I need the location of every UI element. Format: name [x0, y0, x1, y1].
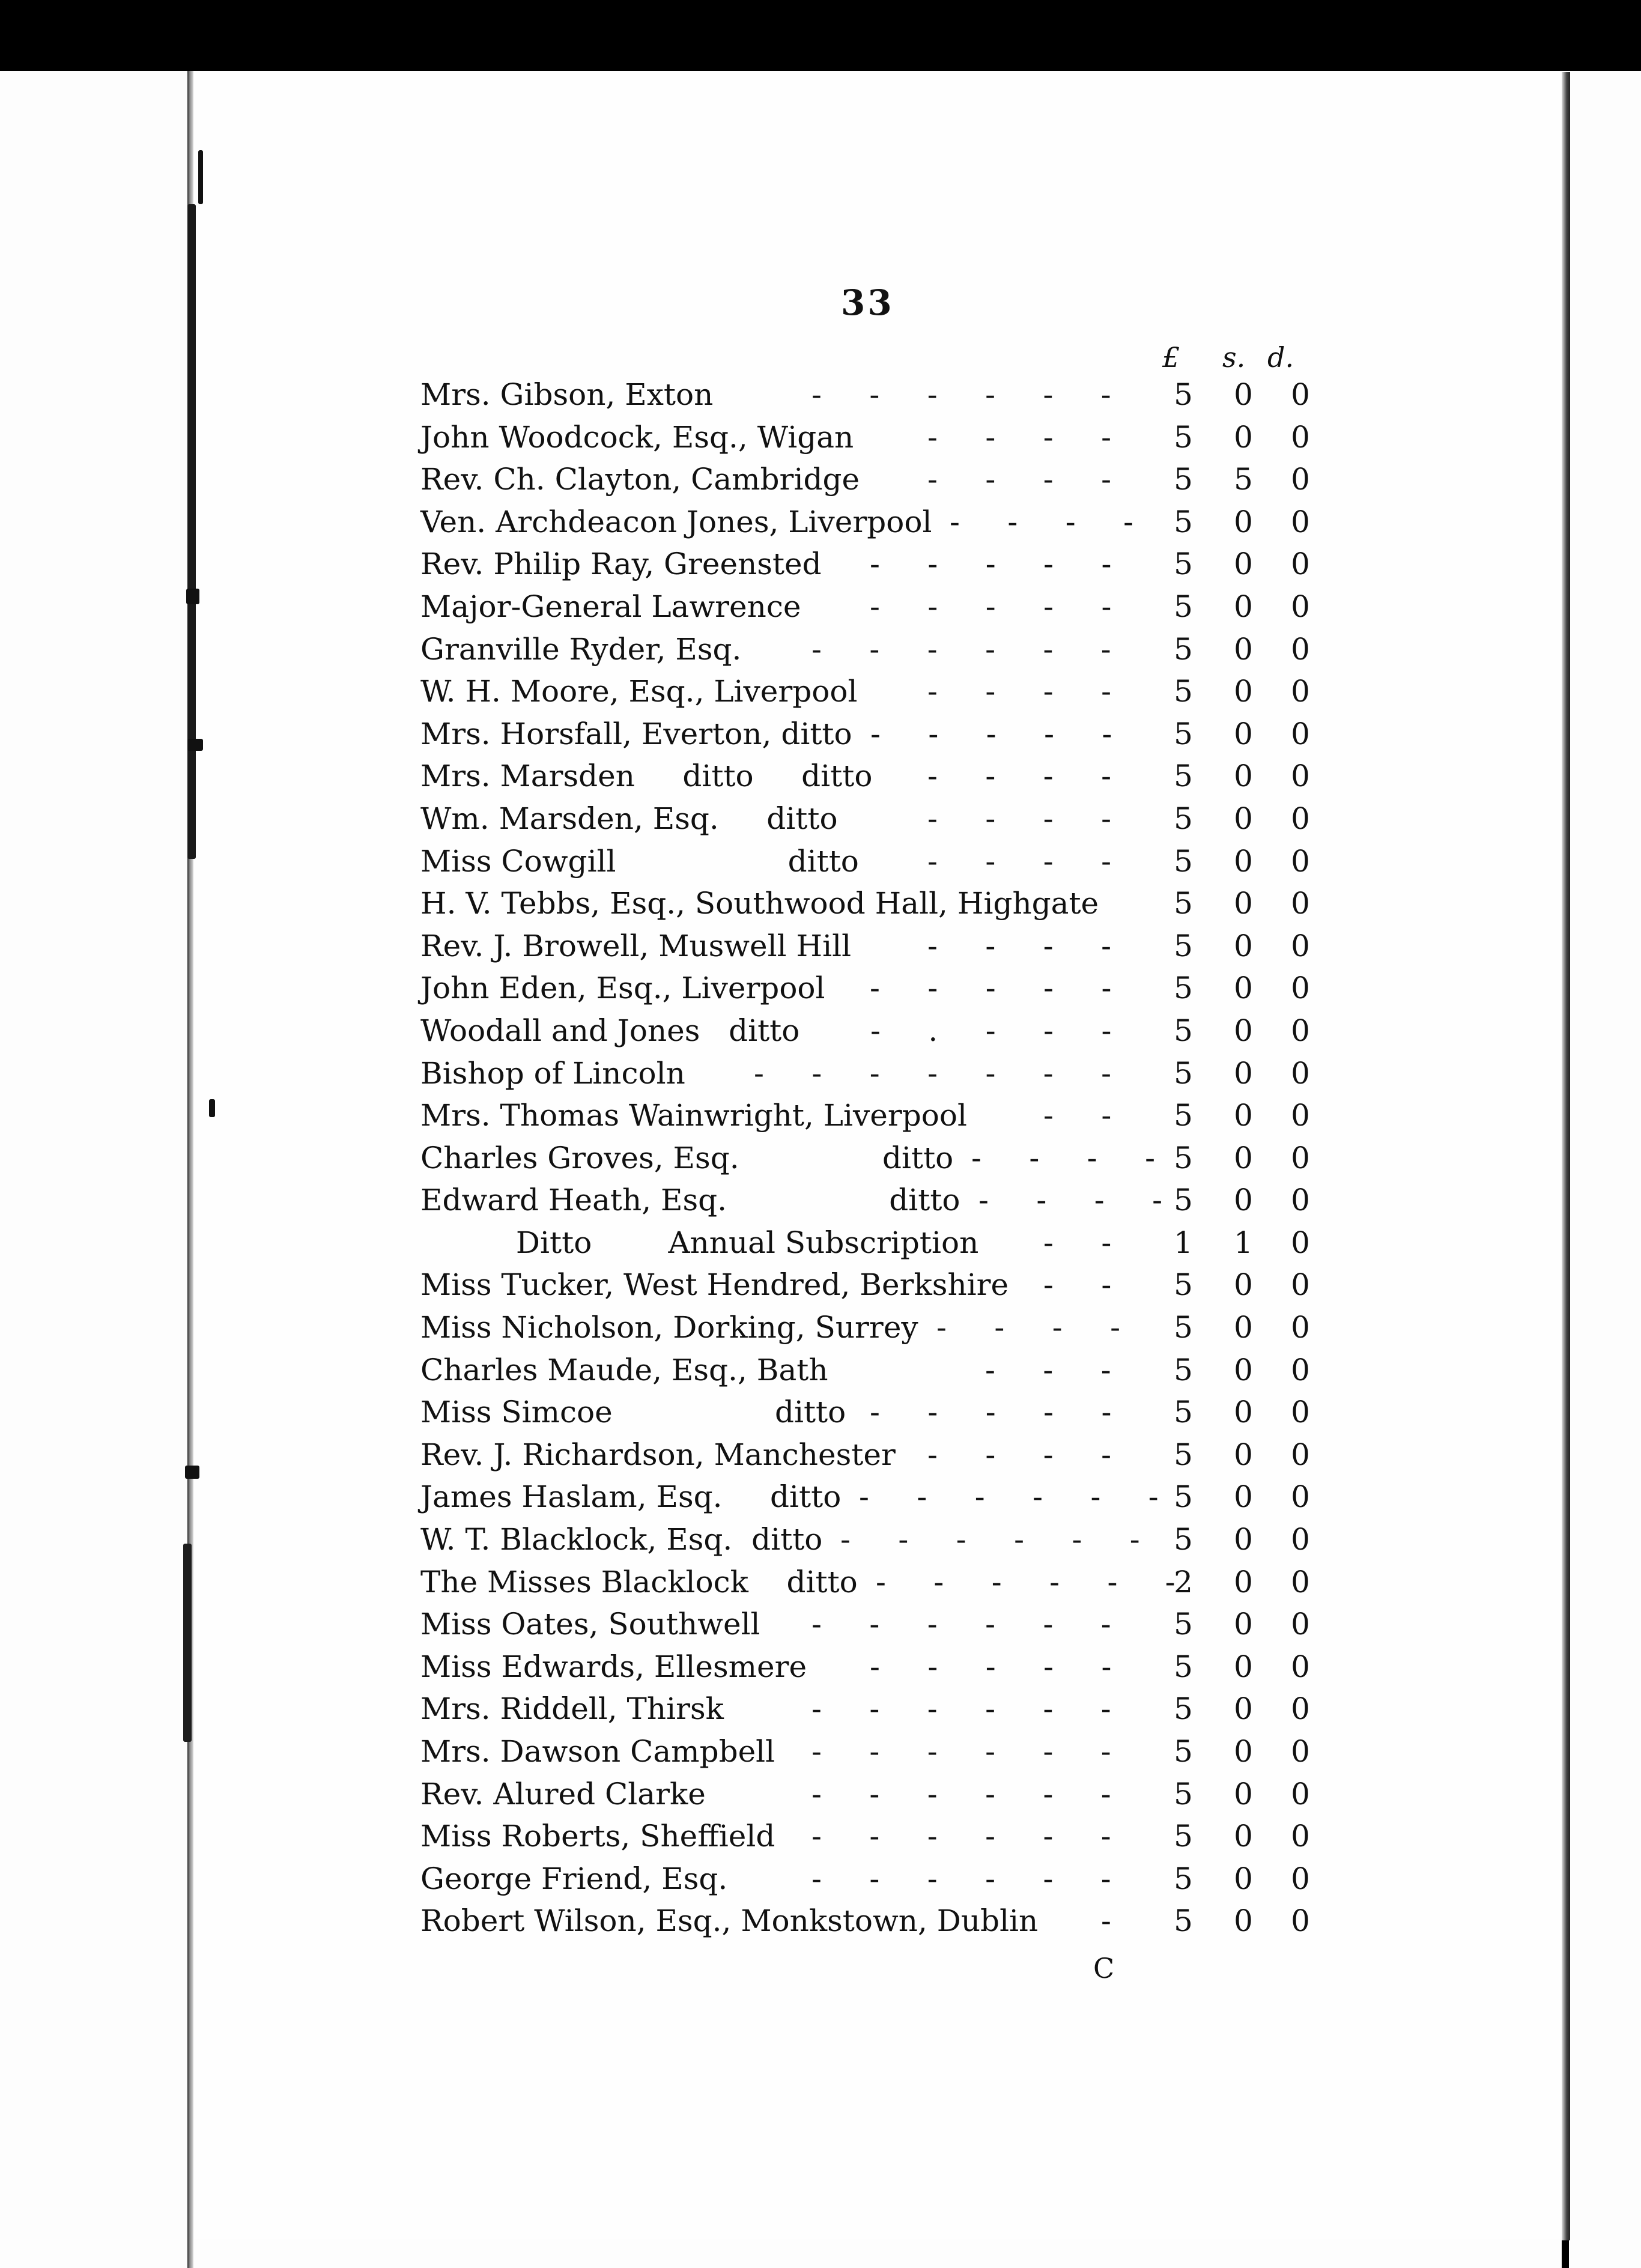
leader-dashes: - - - - -	[870, 547, 1112, 582]
subscriber-name: Edward Heath, Esq. ditto	[420, 1183, 960, 1218]
amount-pounds: 5	[1174, 1267, 1193, 1303]
subscriber-name: Rev. J. Richardson, Manchester	[420, 1437, 896, 1472]
amount-shillings: 0	[1234, 1861, 1253, 1896]
subscriber-row	[420, 1518, 1357, 1561]
leader-dashes: - - - -	[927, 801, 1111, 836]
amount-pence: 0	[1291, 716, 1310, 751]
subscriber-name: Woodall and Jones ditto	[420, 1013, 800, 1048]
leader-dashes: - - - - -	[870, 589, 1112, 624]
subscriber-row	[420, 628, 1357, 671]
subscriber-name: The Misses Blacklock ditto	[420, 1564, 858, 1599]
amount-pounds: 5	[1174, 1310, 1193, 1345]
amount-pence: 0	[1291, 1607, 1310, 1642]
amount-pounds: 5	[1174, 504, 1193, 539]
amount-pence: 0	[1291, 1564, 1310, 1599]
subscriber-name: James Haslam, Esq. ditto	[420, 1479, 842, 1515]
leader-dashes: - - - - - -	[811, 1819, 1111, 1854]
subscriber-row	[420, 755, 1357, 798]
amount-pounds: 5	[1174, 1607, 1193, 1642]
amount-shillings: 0	[1234, 1267, 1253, 1303]
subscriber-name: Rev. Philip Ray, Greensted	[420, 547, 822, 582]
amount-pounds: 5	[1174, 1649, 1193, 1684]
amount-pence: 0	[1291, 801, 1310, 836]
amount-shillings: 0	[1234, 1310, 1253, 1345]
amount-pounds: 5	[1174, 716, 1193, 751]
subscriber-name: Miss Edwards, Ellesmere	[420, 1649, 807, 1684]
amount-pounds: 5	[1174, 1013, 1193, 1048]
page-right-shadow	[1562, 72, 1570, 2240]
subscriber-name: Mrs. Thomas Wainwright, Liverpool	[420, 1098, 967, 1133]
amount-pounds: 5	[1174, 631, 1193, 667]
leader-dashes: - - - - - -	[811, 631, 1111, 667]
amount-pence: 0	[1291, 462, 1310, 497]
amount-shillings: 0	[1234, 1776, 1253, 1812]
amount-pence: 0	[1291, 1437, 1310, 1472]
subscriber-row	[420, 882, 1357, 925]
amount-pence: 0	[1291, 1734, 1310, 1769]
amount-shillings: 0	[1234, 1098, 1253, 1133]
amount-shillings: 0	[1234, 377, 1253, 412]
leader-dashes: - - - - - -	[811, 1607, 1111, 1642]
subscriber-row	[420, 1688, 1357, 1730]
leader-dashes: - - - - -	[870, 716, 1112, 751]
amount-pounds: 5	[1174, 1055, 1193, 1091]
subscriber-name: Miss Nicholson, Dorking, Surrey	[420, 1310, 918, 1345]
binding-mark	[187, 204, 196, 859]
subscriber-row	[420, 374, 1357, 416]
subscriber-row	[420, 1222, 1357, 1264]
amount-pounds: 5	[1174, 1734, 1193, 1769]
amount-pence: 0	[1291, 589, 1310, 624]
amount-shillings: 0	[1234, 928, 1253, 963]
leader-dashes: - - - -	[927, 462, 1111, 497]
leader-dashes: - - - -	[927, 674, 1111, 709]
subscriber-row	[420, 1391, 1357, 1434]
subscriber-name: H. V. Tebbs, Esq., Southwood Hall, Highgate	[420, 886, 1099, 921]
leader-dashes: - - - - - -	[811, 1691, 1111, 1727]
amount-pounds: 5	[1174, 1183, 1193, 1218]
amount-pence: 0	[1291, 886, 1310, 921]
leader-dashes: - - - - - - -	[754, 1055, 1112, 1091]
binding-mark	[186, 589, 199, 604]
subscriber-name: Miss Simcoe ditto	[420, 1395, 846, 1430]
subscriber-name: Charles Maude, Esq., Bath	[420, 1352, 828, 1387]
amount-pence: 0	[1291, 1267, 1310, 1303]
amount-pounds: 5	[1174, 928, 1193, 963]
amount-pounds: 5	[1174, 462, 1193, 497]
subscriber-row	[420, 1773, 1357, 1816]
amount-pence: 0	[1291, 1098, 1310, 1133]
subscriber-row	[420, 501, 1357, 544]
subscriber-name: Ven. Archdeacon Jones, Liverpool	[420, 504, 932, 539]
amount-pence: 0	[1291, 928, 1310, 963]
amount-pounds: 5	[1174, 1479, 1193, 1515]
subscriber-row	[420, 1094, 1357, 1137]
amount-pounds: 5	[1174, 801, 1193, 836]
amount-pence: 0	[1291, 1649, 1310, 1684]
subscriber-row	[420, 798, 1357, 840]
amount-shillings: 0	[1234, 759, 1253, 794]
leader-dashes: - - - -	[927, 928, 1111, 963]
subscriber-name: Miss Cowgill ditto	[420, 843, 859, 879]
subscriber-name: Rev. J. Browell, Muswell Hill	[420, 928, 852, 963]
subscriber-row	[420, 1306, 1357, 1349]
amount-shillings: 0	[1234, 631, 1253, 667]
amount-shillings: 0	[1234, 1055, 1253, 1091]
amount-shillings: 0	[1234, 1522, 1253, 1557]
amount-pence: 0	[1291, 1055, 1310, 1091]
amount-pounds: 5	[1174, 1691, 1193, 1727]
subscriber-row	[420, 1646, 1357, 1688]
leader-dashes: -	[1101, 1903, 1111, 1939]
amount-shillings: 0	[1234, 1437, 1253, 1472]
amount-pence: 0	[1291, 419, 1310, 455]
subscriber-name: Mrs. Marsden ditto ditto	[420, 759, 873, 794]
amount-pounds: 5	[1174, 1352, 1193, 1387]
amount-pounds: 5	[1174, 843, 1193, 879]
amount-pence: 0	[1291, 1861, 1310, 1896]
subscriber-row	[420, 1264, 1357, 1306]
subscriber-name: Mrs. Riddell, Thirsk	[420, 1691, 724, 1727]
amount-shillings: 0	[1234, 419, 1253, 455]
subscriber-name: Mrs. Gibson, Exton	[420, 377, 714, 412]
leader-dashes: - - -	[985, 1352, 1111, 1387]
subscriber-name: Ditto Annual Subscription	[420, 1225, 979, 1260]
amount-pounds: 5	[1174, 674, 1193, 709]
subscriber-name: Charles Groves, Esq. ditto	[420, 1140, 954, 1175]
subscriber-name: W. T. Blacklock, Esq. ditto	[420, 1522, 823, 1557]
subscriber-row	[420, 416, 1357, 459]
leader-dashes: - - - - -	[870, 1649, 1112, 1684]
amount-pence: 0	[1291, 1352, 1310, 1387]
amount-pence: 0	[1291, 1479, 1310, 1515]
subscriber-name: W. H. Moore, Esq., Liverpool	[420, 674, 858, 709]
amount-pence: 0	[1291, 1522, 1310, 1557]
leader-dashes: - - - - - -	[811, 1734, 1111, 1769]
amount-shillings: 0	[1234, 589, 1253, 624]
subscriber-name: John Eden, Esq., Liverpool	[420, 971, 825, 1006]
amount-pence: 0	[1291, 1183, 1310, 1218]
subscriber-name: Granville Ryder, Esq.	[420, 631, 742, 667]
amount-shillings: 0	[1234, 801, 1253, 836]
amount-pounds: 5	[1174, 1903, 1193, 1939]
amount-shillings: 0	[1234, 1183, 1253, 1218]
subscriber-row	[420, 1010, 1357, 1052]
leader-dashes: - -	[1043, 1267, 1112, 1303]
leader-dashes: - - - - - -	[811, 1861, 1111, 1896]
leader-dashes: - . - - -	[870, 1013, 1112, 1048]
amount-shillings: 0	[1234, 1395, 1253, 1430]
subscriber-row	[420, 586, 1357, 628]
amount-pence: 0	[1291, 1013, 1310, 1048]
amount-shillings: 0	[1234, 1649, 1253, 1684]
amount-pence: 0	[1291, 504, 1310, 539]
amount-pounds: 5	[1174, 1776, 1193, 1812]
amount-pence: 0	[1291, 631, 1310, 667]
subscriber-name: Miss Oates, Southwell	[420, 1607, 760, 1642]
amount-pence: 0	[1291, 674, 1310, 709]
pence-column-header: d.	[1267, 341, 1294, 374]
subscriber-row	[420, 1815, 1357, 1858]
binding-mark	[209, 1099, 215, 1117]
amount-shillings: 0	[1234, 1734, 1253, 1769]
amount-pounds: 5	[1174, 1098, 1193, 1133]
amount-shillings: 1	[1234, 1225, 1253, 1260]
amount-pence: 0	[1291, 1395, 1310, 1430]
subscriber-name: Mrs. Horsfall, Everton, ditto	[420, 716, 852, 751]
amount-pence: 0	[1291, 1225, 1310, 1260]
subscriber-row	[420, 713, 1357, 756]
amount-shillings: 0	[1234, 843, 1253, 879]
subscriber-row	[420, 1349, 1357, 1392]
subscriber-name: Robert Wilson, Esq., Monkstown, Dublin	[420, 1903, 1039, 1939]
subscriber-row	[420, 925, 1357, 968]
amount-shillings: 0	[1234, 1479, 1253, 1515]
amount-shillings: 0	[1234, 504, 1253, 539]
amount-pence: 0	[1291, 1140, 1310, 1175]
leader-dashes: - - - - - -	[811, 377, 1111, 412]
amount-shillings: 0	[1234, 971, 1253, 1006]
subscriber-list	[420, 374, 1357, 1942]
amount-pence: 0	[1291, 1310, 1310, 1345]
amount-pounds: 5	[1174, 1140, 1193, 1175]
leader-dashes: - - - -	[927, 843, 1111, 879]
binding-mark	[198, 150, 203, 204]
amount-pence: 0	[1291, 1819, 1310, 1854]
amount-pounds: 1	[1174, 1225, 1193, 1260]
amount-shillings: 0	[1234, 1819, 1253, 1854]
amount-pence: 0	[1291, 759, 1310, 794]
amount-pence: 0	[1291, 1691, 1310, 1727]
amount-pounds: 5	[1174, 971, 1193, 1006]
subscriber-row	[420, 967, 1357, 1010]
subscriber-name: Bishop of Lincoln	[420, 1055, 685, 1091]
amount-shillings: 0	[1234, 886, 1253, 921]
amount-pounds: 5	[1174, 1819, 1193, 1854]
subscriber-name: Miss Tucker, West Hendred, Berkshire	[420, 1267, 1009, 1303]
shillings-column-header: s.	[1222, 341, 1246, 374]
amount-shillings: 0	[1234, 1013, 1253, 1048]
leader-dashes: - - - - - -	[840, 1522, 1140, 1557]
amount-pence: 0	[1291, 1903, 1310, 1939]
amount-pence: 0	[1291, 547, 1310, 582]
leader-dashes: - - - - - -	[811, 1776, 1111, 1812]
amount-pounds: 5	[1174, 589, 1193, 624]
leader-dashes: - - - -	[927, 419, 1111, 455]
amount-pounds: 5	[1174, 759, 1193, 794]
subscriber-row	[420, 840, 1357, 883]
subscriber-row	[420, 1561, 1357, 1604]
amount-shillings: 0	[1234, 1607, 1253, 1642]
subscriber-row	[420, 543, 1357, 586]
amount-pounds: 5	[1174, 1395, 1193, 1430]
binding-mark	[187, 739, 203, 751]
subscriber-row	[420, 1052, 1357, 1095]
subscriber-name: Wm. Marsden, Esq. ditto	[420, 801, 838, 836]
leader-dashes: - - - -	[936, 1310, 1120, 1345]
amount-pounds: 5	[1174, 419, 1193, 455]
amount-pounds: 5	[1174, 377, 1193, 412]
leader-dashes: - - - - - -	[859, 1479, 1159, 1515]
subscriber-row	[420, 458, 1357, 501]
amount-pence: 0	[1291, 1776, 1310, 1812]
subscriber-name: John Woodcock, Esq., Wigan	[420, 419, 854, 455]
subscriber-row	[420, 1179, 1357, 1222]
amount-pounds: 2	[1174, 1564, 1193, 1599]
subscriber-name: George Friend, Esq.	[420, 1861, 728, 1896]
subscriber-row	[420, 1476, 1357, 1518]
subscriber-row	[420, 1603, 1357, 1646]
leader-dashes: - - - - -	[870, 971, 1112, 1006]
subscriber-name: Miss Roberts, Sheffield	[420, 1819, 775, 1854]
amount-pence: 0	[1291, 971, 1310, 1006]
scan-bottom-margin	[193, 2239, 1562, 2268]
leader-dashes: - - - -	[971, 1140, 1155, 1175]
subscriber-row	[420, 1434, 1357, 1476]
amount-pence: 0	[1291, 377, 1310, 412]
amount-pence: 0	[1291, 843, 1310, 879]
amount-shillings: 0	[1234, 1140, 1253, 1175]
binding-mark	[185, 1466, 199, 1479]
subscriber-name: Mrs. Dawson Campbell	[420, 1734, 775, 1769]
page-number: 33	[841, 282, 894, 323]
leader-dashes: - - - -	[978, 1183, 1162, 1218]
leader-dashes: - - - - - -	[876, 1564, 1175, 1599]
amount-pounds: 5	[1174, 1437, 1193, 1472]
subscriber-row	[420, 1730, 1357, 1773]
subscriber-row	[420, 1137, 1357, 1180]
scan-top-border	[0, 0, 1641, 72]
leader-dashes: - -	[1043, 1225, 1112, 1260]
subscriber-name: Major-General Lawrence	[420, 589, 801, 624]
leader-dashes: - - - -	[950, 504, 1133, 539]
facing-page-edge	[0, 71, 187, 2268]
subscriber-row	[420, 1858, 1357, 1900]
amount-pounds: 5	[1174, 886, 1193, 921]
amount-shillings: 0	[1234, 674, 1253, 709]
amount-pounds: 5	[1174, 1861, 1193, 1896]
leader-dashes: - -	[1043, 1098, 1112, 1133]
amount-shillings: 0	[1234, 547, 1253, 582]
signature-mark: C	[1093, 1952, 1115, 1984]
amount-shillings: 0	[1234, 1352, 1253, 1387]
subscriber-name: Rev. Ch. Clayton, Cambridge	[420, 462, 860, 497]
pounds-column-header: £	[1162, 341, 1180, 374]
amount-shillings: 5	[1234, 462, 1253, 497]
amount-shillings: 0	[1234, 1564, 1253, 1599]
leader-dashes: - - - -	[927, 1437, 1111, 1472]
subscriber-row	[420, 670, 1357, 713]
amount-shillings: 0	[1234, 1691, 1253, 1727]
amount-shillings: 0	[1234, 716, 1253, 751]
binding-mark	[183, 1544, 192, 1742]
amount-pounds: 5	[1174, 547, 1193, 582]
leader-dashes: - - - - -	[870, 1395, 1112, 1430]
amount-pounds: 5	[1174, 1522, 1193, 1557]
subscriber-name: Rev. Alured Clarke	[420, 1776, 706, 1812]
subscriber-row	[420, 1900, 1357, 1942]
scan-right-margin	[1569, 71, 1641, 2268]
leader-dashes: - - - -	[927, 759, 1111, 794]
amount-shillings: 0	[1234, 1903, 1253, 1939]
